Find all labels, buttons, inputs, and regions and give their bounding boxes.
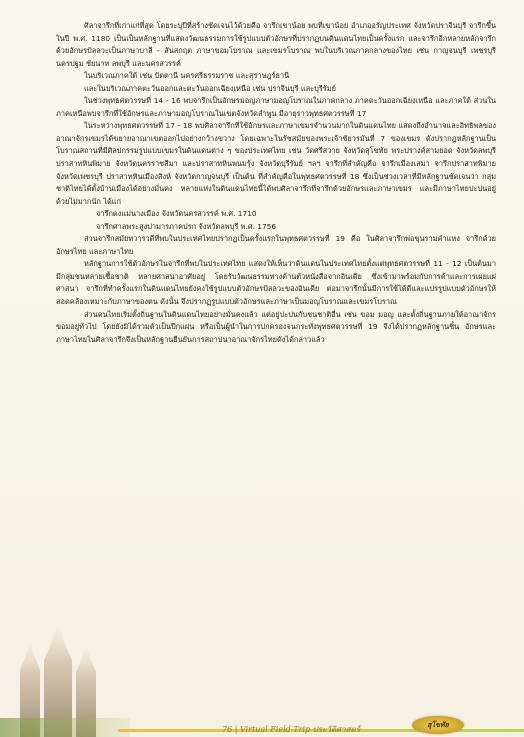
paragraph: หลักฐานการใช้ตัวอักษรในจารึกที่พบในประเทศไทย แสดงให้เห็นว่าดินแดนในประเทศไทยตั้งแต่พุทธศตวรรษที่ 11 - 12 เป็นต้นมา มีกลุ่มชนหลายเชื้อชาติ หลายศาสนาอาศัยอยู่ โดยรับวัฒนธรรมทางด้านตัวหนังสือจากอินเดีย ซึ่งเข้ามาพร้อมกับการค้าและการเผยแผ่ศาสนา จารึกที่ทำครั้งแรกในดินแดนไทยยังคงใช้รูปแบบตัวอักษรปัลลวะของอินเดีย ต่อมาจารึกนั้นมีการใช้ได้ดีและแปรรูปแบบตัวอักษรให้สอดคล้องเหมาะกับภาษาของตน ดังนั้น จึงปรากฏรูปแบบตัวอักษรและภาษาเป็นมอญโบราณและเขมรโบราณ [56, 259, 496, 307]
inscription-item: จารึกดงแม่นางเมือง จังหวัดนครสวรรค์ พ.ศ. 1710 [96, 209, 257, 219]
paragraph: ในช่วงพุทธศตวรรษที่ 14 - 16 พบจารึกเป็นอักษรมอญภาษามอญโบราณในภาคกลาง ภาคตะวันออกเฉียงเหนือ และภาคใต้ ส่วนในภาคเหนือพบจารึกที่ใช้อักษรและภาษามอญโบราณในเขตจังหวัดลำพูน มีอายุราวพุทธศตวรรษที่ 17 [56, 96, 496, 118]
sukhothai-logo: สุโขทัย [412, 716, 464, 734]
series-title: Virtual Field Trip ประวัติศาสตร์ [239, 725, 360, 734]
footer-caption: 76 | Virtual Field Trip ประวัติศาสตร์ [222, 725, 360, 734]
body-text [56, 20, 496, 346]
paragraph: ในบริเวณภาคใต้ เช่น ปัตตานี นครศรีธรรมราช และสุราษฎร์ธานี [84, 71, 290, 81]
paragraph: ศิลาจารึกที่เก่าแก่ที่สุด โดยระบุปีที่สร้างชัดเจนไว้ด้วยคือ จารึกเขาน้อย พบที่เขาน้อย อำเภออรัญประเทศ จังหวัดปราจีนบุรี จารึกขึ้นในปี พ.ศ. 1180 เป็นเป็นหลักฐานที่แสดงวัฒนธรรมการใช้รูปแบบตัวอักษรที่ปรากฏบนดินแดนไทยเป็นครั้งแรก และจารึกอีกหลายหลักจารึกด้วยอักษรปัลลวะเป็นภาษาบาลี - สันสกฤต ภาษาขอมโบราณ และเขมรโบราณ พบในบริเวณภาคกลางของไทย เช่น กาญจนบุรี เพชรบุรี นครปฐม ชัยนาท ลพบุรี และนครสวรรค์ [56, 21, 496, 68]
temple-illustration [0, 600, 130, 737]
paragraph: ในระหว่างพุทธศตวรรษที่ 17 - 18 พบศิลาจารึกที่ใช้อักษรและภาษาเขมรจำนวนมากในดินแดนไทย แสดงถึงอำนาจและอิทธิพลของอาณาจักรเขมรได้ขยายอาณาเขตออกไปอย่างกว้างขวาง โดยเฉพาะในรัชสมัยของพระเจ้าชัยวรมันที่ 7 ของเขมร ดังปรากฏหลักฐานเป็นโบราณสถานที่มีศิลปกรรมรูปแบบเขมรในดินแดนต่าง ๆ ของประเทศไทย เช่น วัดศรีสวาย จังหวัดสุโขทัย พระปรางค์สามยอด จังหวัดลพบุรี ปราสาทหินพิมาย จังหวัดนครราชสีมา และปราสาทหินพนมรุ้ง จังหวัดบุรีรัมย์ ฯลฯ จารึกที่สำคัญคือ จารึกเมืองเสมา จารึกปราสาทพิมาย จังหวัดเพชรบุรี ปราสาทหินเมืองสิงห์ จังหวัดกาญจนบุรี เป็นต้น ที่สำคัญคือในพุทธศตวรรษที่ 18 ซึ่งเป็นช่วงเวลาที่มีหลักฐานชัดเจนว่า กลุ่มชาติไทยได้ตั้งบ้านเมืองได้อย่างมั่นคง หลายแห่งในดินแดนไทยนี้ได้พบศิลาจารึกที่จารึกด้วยอักษรและภาษาเขมร และมีภาษาไทยปะปนอยู่ด้วยไม่มากนัก ได้แก่ [56, 121, 496, 206]
inscription-item: จารึกศาลพระสูงปามารภาคปรก จังหวัดลพบุรี พ.ศ. 1756 [96, 221, 277, 231]
page-number: 76 [222, 725, 233, 734]
paragraph: ส่วนจารึกสมัยทวารวดีที่พบในประเทศไทยปรากฏเป็นครั้งแรกในพุทธศตวรรษที่ 19 คือ ในศิลาจารึกพ่อขุนรามคำแหง จารึกด้วยอักษรไทย และภาษาไทย [56, 234, 496, 256]
paragraph: ส่วนคนไทยเริ่มตั้งถิ่นฐานในดินแดนไทยอย่างมั่นคงแล้ว แต่อยู่ปะปนกับชนชาติอื่น เช่น ขอม มอญ และตั้งถิ่นฐานภายใต้อาณาจักรขอมอยู่ทั่วไป โดยยังมิได้รวมตัวเป็นปึกแผ่น หรือเป็นผู้นำในการปกครองจนกระทั่งพุทธศตวรรษที่ 19 จึงได้ปรากฏหลักฐานชิ้น อักษรและภาษาไทยในศิลาจารึกจึงเป็นหลักฐานยืนยันการสถาปนาอาณาจักรไทยดังได้กล่าวแล้ว [56, 309, 496, 344]
paragraph: และในบริเวณภาคตะวันออกและตะวันออกเฉียงเหนือ เช่น ปราจีนบุรี และบุรีรัมย์ [84, 83, 336, 93]
